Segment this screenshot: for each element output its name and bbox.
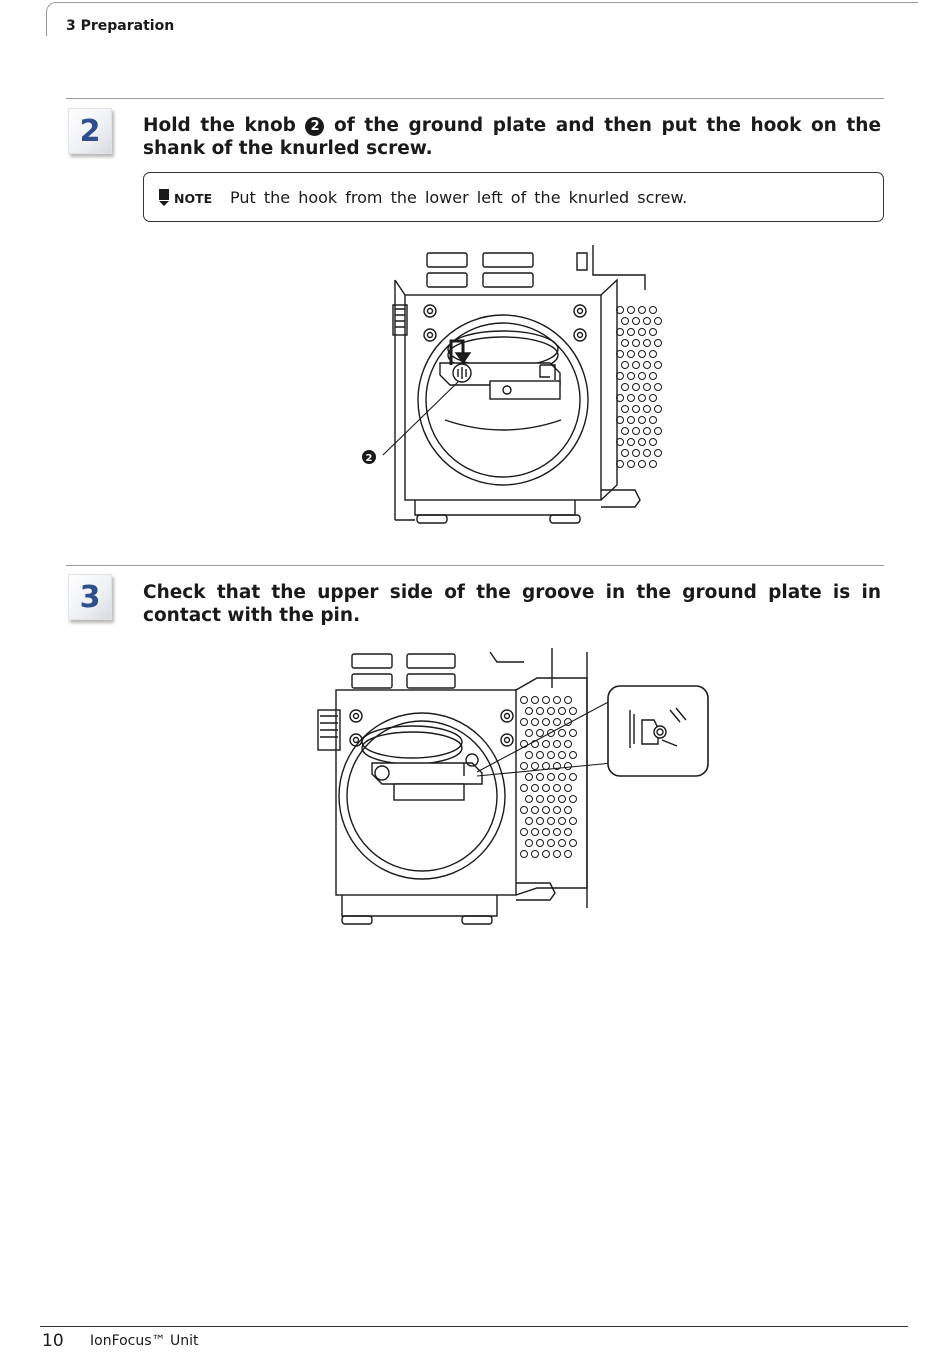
step-2-instruction (143, 114, 881, 160)
header-frame (46, 2, 918, 36)
step-2-text-after: of the ground plate and then put the hook on the shank of the knurled screw. (143, 115, 881, 159)
note-box (143, 172, 884, 222)
note-label (158, 189, 212, 207)
note-icon (158, 189, 170, 207)
note-label-text: NOTE (174, 190, 213, 206)
page-number: 10 (42, 1331, 64, 1351)
step-2-text-before: Hold the knob (143, 115, 306, 136)
footer-rule (40, 1326, 908, 1327)
figure-callout-number: 2 (365, 453, 373, 464)
step-divider (66, 565, 884, 566)
note-text: Put the hook from the lower left of the knurled screw. (230, 188, 688, 207)
knob-marker: 2 (305, 117, 324, 136)
step-badge-3: 3 (68, 574, 112, 620)
section-header: 3 Preparation (66, 18, 175, 34)
step-3-instruction: Check that the upper side of the groove in the ground plate is in contact with the pin. (143, 582, 881, 626)
document-title: IonFocus™ Unit (90, 1333, 199, 1349)
step-divider (66, 98, 884, 99)
step-badge-2: 2 (68, 108, 112, 154)
figure-knob-hook (355, 245, 675, 535)
figure-groove-pin (312, 648, 712, 938)
